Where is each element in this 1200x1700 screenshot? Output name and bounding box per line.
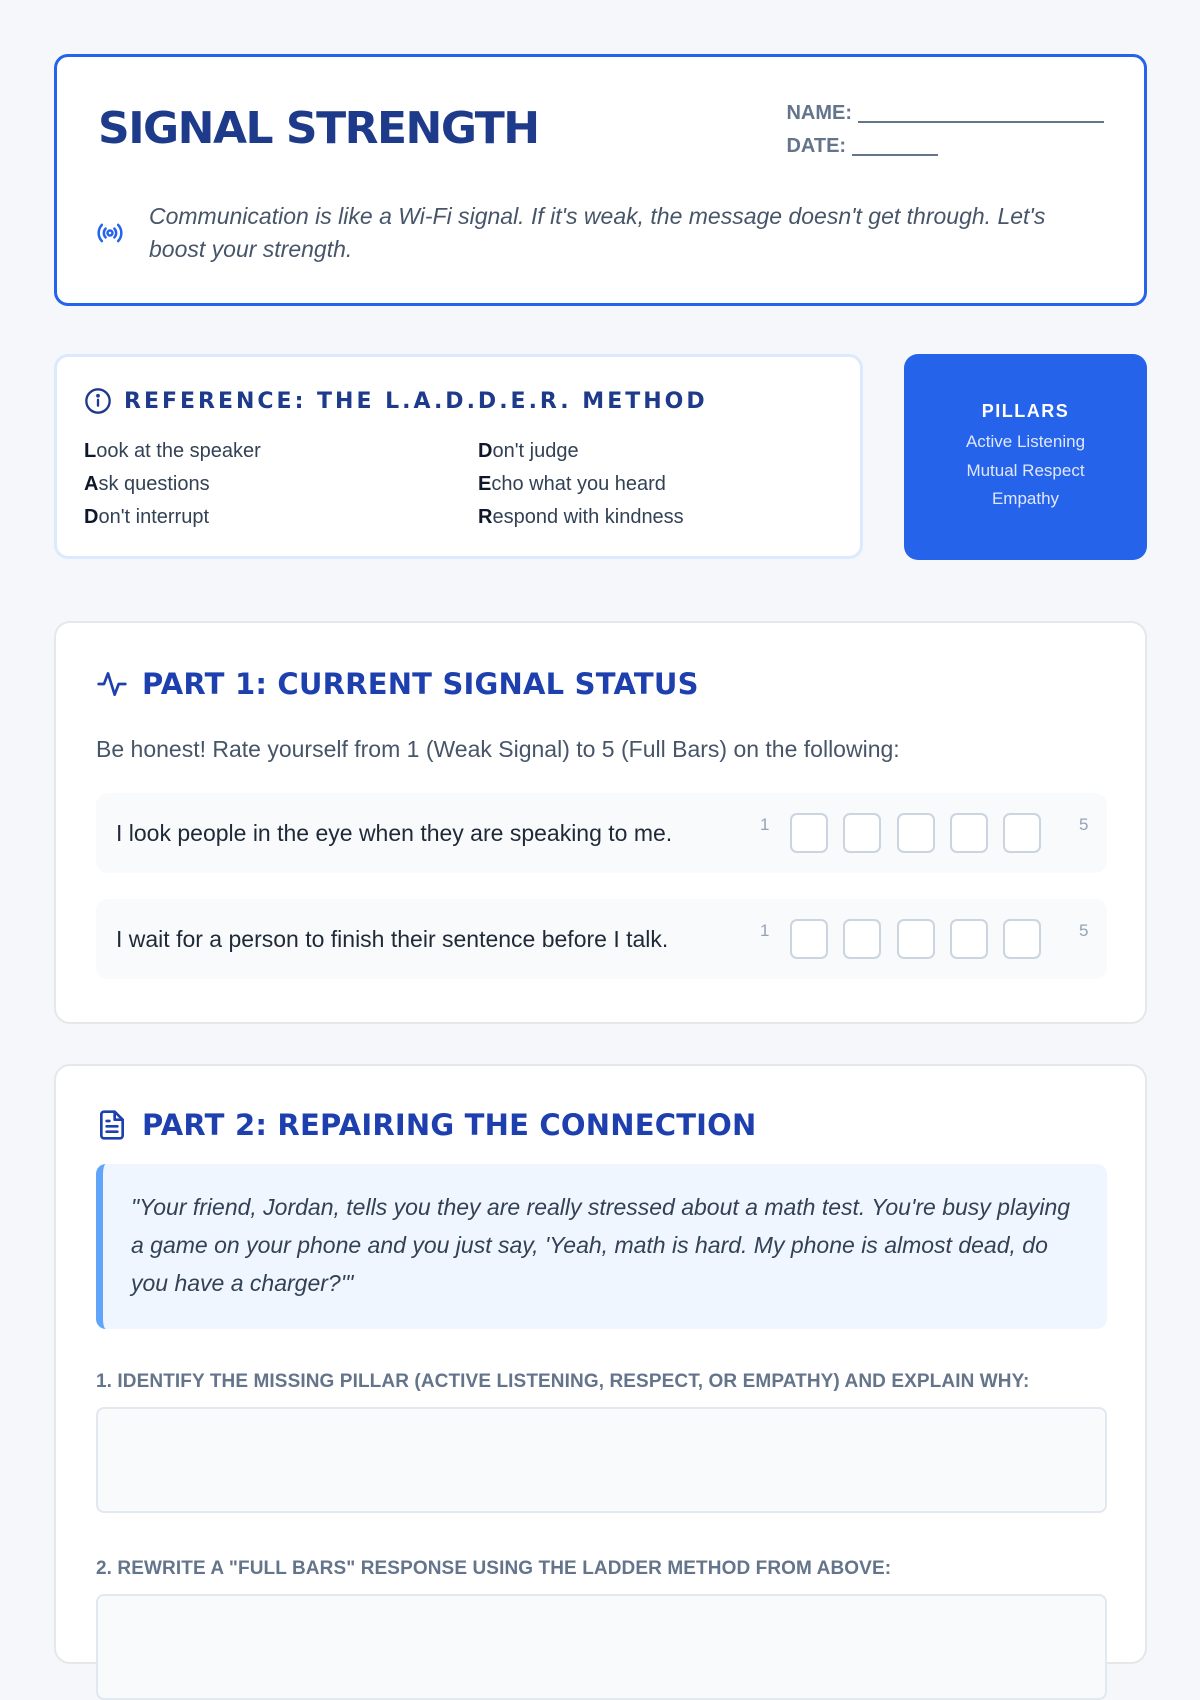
rating-row xyxy=(96,899,1107,979)
name-label: NAME: xyxy=(786,102,852,124)
document-icon xyxy=(96,1109,128,1141)
part2-section xyxy=(54,1064,1147,1664)
scenario-text: "Your friend, Jordan, tells you they are really stressed about a math test. You're busy playing a game on your phone and you just say, 'Yeah, math is hard. My phone is almost dead, do you have a charger?'" xyxy=(131,1194,1071,1296)
ladder-item: Ask questions xyxy=(84,473,210,495)
intro xyxy=(95,200,1069,266)
date-label: DATE: xyxy=(786,135,847,157)
rating-statement: I wait for a person to finish their sentence before I talk. xyxy=(116,926,669,952)
reference-row xyxy=(54,354,1147,560)
ladder-item: Don't judge xyxy=(478,440,579,462)
scale-high-label: 5 xyxy=(1079,815,1089,834)
rating-box-2[interactable] xyxy=(843,919,881,959)
rating-row xyxy=(96,793,1107,873)
reference-heading xyxy=(84,387,708,415)
pillar-item: Mutual Respect xyxy=(966,460,1085,480)
worksheet-page xyxy=(54,54,1146,1579)
ladder-list xyxy=(84,435,844,534)
name-blank[interactable] xyxy=(858,101,1104,123)
ladder-item: Echo what you heard xyxy=(478,473,666,495)
rating-box-1[interactable] xyxy=(790,919,828,959)
reference-title: REFERENCE: THE L.A.D.D.E.R. METHOD xyxy=(124,388,708,414)
pillars-title: PILLARS xyxy=(981,401,1070,421)
rating-box-4[interactable] xyxy=(950,813,988,853)
ladder-item: Don't interrupt xyxy=(84,506,209,528)
header-card xyxy=(54,54,1147,306)
ladder-item: Look at the speaker xyxy=(84,440,261,462)
intro-text: Communication is like a Wi-Fi signal. If it's weak, the message doesn't get through. Let's boost your strength. xyxy=(149,203,1046,262)
question-1-label: 1. IDENTIFY THE MISSING PILLAR (ACTIVE LISTENING, RESPECT, OR EMPATHY) AND EXPLAIN WHY: xyxy=(96,1371,1030,1392)
rating-statement: I look people in the eye when they are speaking to me. xyxy=(116,820,673,846)
date-blank[interactable] xyxy=(852,134,938,156)
name-line xyxy=(786,97,1104,130)
scale-low-label: 1 xyxy=(760,815,770,834)
answer-2-field[interactable] xyxy=(96,1594,1107,1700)
question-2-label: 2. REWRITE A "FULL BARS" RESPONSE USING THE LADDER METHOD FROM ABOVE: xyxy=(96,1558,892,1579)
part1-instructions: Be honest! Rate yourself from 1 (Weak Signal) to 5 (Full Bars) on the following: xyxy=(96,736,900,762)
scenario-quote xyxy=(96,1164,1107,1329)
part1-title: PART 1: CURRENT SIGNAL STATUS xyxy=(142,667,699,701)
scale-low-label: 1 xyxy=(760,921,770,940)
scale-high-label: 5 xyxy=(1079,921,1089,940)
rating-box-5[interactable] xyxy=(1003,813,1041,853)
part1-section xyxy=(54,621,1147,1024)
worksheet-title: SIGNAL STRENGTH xyxy=(98,103,539,154)
rating-box-3[interactable] xyxy=(897,813,935,853)
activity-pulse-icon xyxy=(96,668,128,700)
name-date-block xyxy=(786,97,1104,163)
rating-box-3[interactable] xyxy=(897,919,935,959)
pillars-card xyxy=(904,354,1147,560)
pillar-item: Active Listening xyxy=(965,432,1086,451)
ladder-item: Respond with kindness xyxy=(478,506,684,528)
part2-heading xyxy=(96,1108,757,1142)
part1-heading xyxy=(96,667,699,701)
answer-1-field[interactable] xyxy=(96,1407,1107,1513)
reference-card xyxy=(54,354,863,559)
date-line xyxy=(786,130,1104,163)
rating-box-4[interactable] xyxy=(950,919,988,959)
pillar-item: Empathy xyxy=(991,489,1060,508)
pillars-list xyxy=(904,428,1147,514)
info-icon xyxy=(84,387,112,415)
rating-box-5[interactable] xyxy=(1003,919,1041,959)
rating-box-1[interactable] xyxy=(790,813,828,853)
rating-box-2[interactable] xyxy=(843,813,881,853)
part2-title: PART 2: REPAIRING THE CONNECTION xyxy=(142,1108,757,1142)
signal-broadcast-icon xyxy=(95,218,125,248)
